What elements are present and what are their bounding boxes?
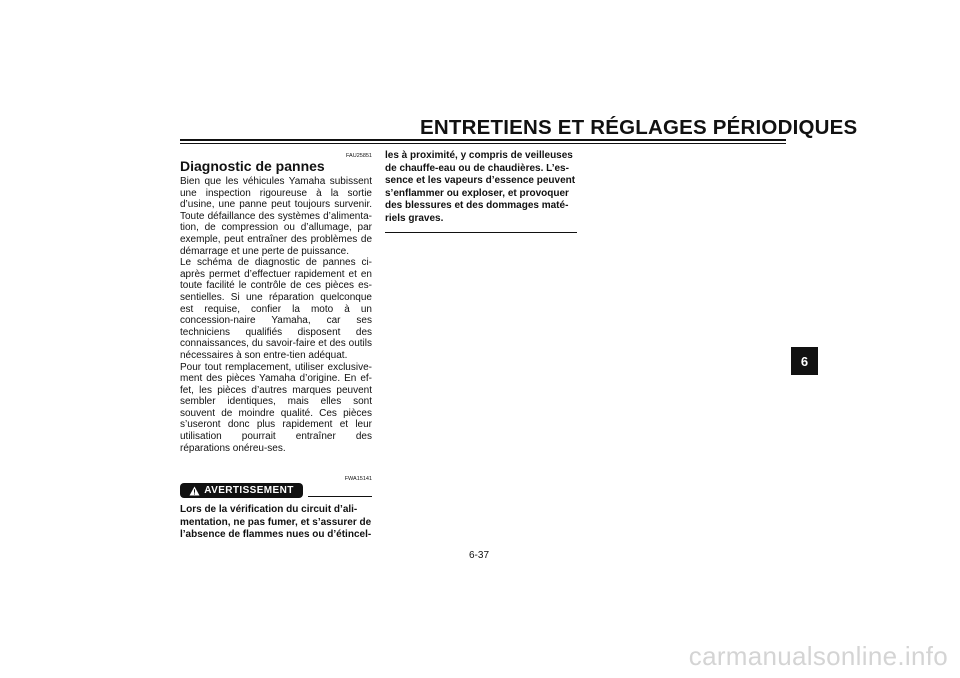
warning-triangle-icon	[189, 486, 200, 496]
body-line: Pour tout remplacement, utiliser exclusive-	[180, 361, 372, 373]
warning-label: AVERTISSEMENT	[204, 485, 294, 496]
body-line: de moindre qualité. Ces pièces s’useront	[180, 407, 372, 431]
watermark: carmanualsonline.info	[688, 641, 948, 671]
header-rule-thick	[180, 139, 786, 141]
body-line: après permet d’effectuer rapidement et en	[180, 268, 372, 280]
warning-line: sence et les vapeurs d’essence peuvent	[385, 175, 576, 187]
body-line: Le schéma de diagnostic de pannes ci-	[180, 257, 372, 269]
body-line: Bien que les véhicules Yamaha subissent	[180, 176, 372, 187]
body-line: disposent des connaissances, du savoir-	[180, 326, 373, 350]
body-line: requise, confier la moto à un concession-	[180, 303, 372, 327]
warning-text-left	[180, 504, 372, 542]
body-line: une inspection rigoureuse à la sortie	[180, 187, 372, 199]
page-header-title: ENTRETIENS ET RÉGLAGES PÉRIODIQUES	[420, 116, 858, 139]
warning-line: des blessures et des dommages maté-	[385, 200, 569, 212]
page-number: 6-37	[468, 550, 489, 561]
warning-line: les à proximité, y compris de veilleuses	[385, 150, 573, 161]
chapter-tab: 6	[791, 347, 818, 375]
body-line: sembler identiques, mais elles sont souvent	[180, 396, 372, 419]
body-text-left-column	[180, 176, 372, 454]
body-line: tien adéquat.	[289, 349, 348, 361]
body-line: d’usine, une panne peut toujours survenir.	[180, 199, 372, 211]
warning-reference-code: FWA15141	[344, 476, 372, 482]
warning-line: de chauffe-eau ou de chaudières. L’es-	[385, 162, 569, 174]
warning-line: s’enflammer ou exploser, et provoquer	[385, 187, 569, 199]
body-line: ses.	[267, 442, 286, 454]
body-line: ment des pièces Yamaha d’origine. En ef-	[180, 373, 372, 385]
body-line: donc plus rapidement et leur utilisation	[180, 419, 373, 443]
body-line: fet, les pièces d’autres marques peuvent	[180, 384, 372, 396]
warning-text-right	[385, 150, 577, 226]
body-line: tion, de compression ou d’allumage, par	[180, 222, 372, 234]
section-heading: Diagnostic de pannes	[180, 158, 325, 174]
warning-line: l’absence de flammes nues ou d’étincel-	[180, 529, 372, 541]
warning-line: Lors de la vérification du circuit d’ali-	[180, 504, 358, 515]
section-reference-code: FAU25851	[346, 153, 372, 159]
warning-end-rule	[385, 232, 577, 233]
body-line: exemple, peut entraîner des problèmes de	[180, 233, 372, 245]
body-line: naire Yamaha, car ses techniciens qualifiés	[180, 315, 372, 338]
body-line: toute facilité le contrôle de ces pièces es-	[180, 280, 372, 292]
warning-line: riels graves.	[385, 212, 444, 224]
warning-line: mentation, ne pas fumer, et s’assurer de	[180, 516, 372, 528]
header-rule-thin	[180, 143, 786, 144]
warning-header-rule	[308, 496, 372, 497]
body-line: sentielles. Si une réparation quelconque est	[180, 291, 372, 315]
body-line: Toute défaillance des systèmes d’alimenta-	[180, 210, 372, 222]
body-line: faire et des outils nécessaires à son entre-	[180, 338, 372, 361]
warning-badge	[180, 483, 303, 498]
body-line: pourrait entraîner des réparations onéreu-	[180, 431, 372, 454]
warning-header	[180, 483, 372, 498]
body-line: démarrage et une perte de puissance.	[180, 245, 349, 257]
